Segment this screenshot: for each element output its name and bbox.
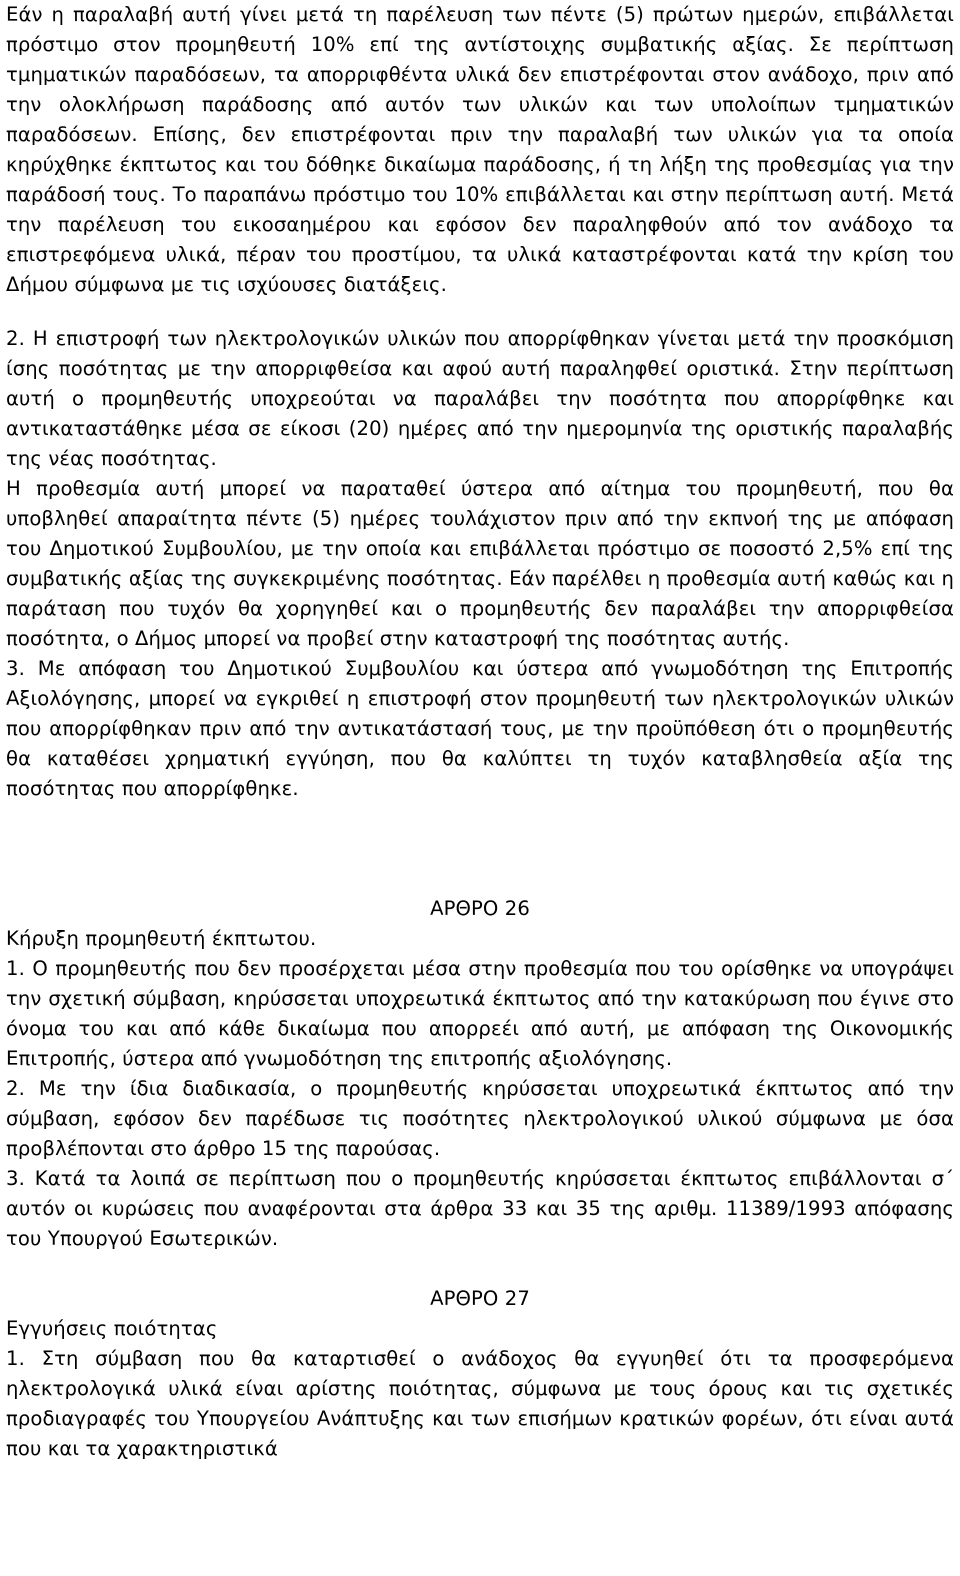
article-26-heading: ΑΡΘΡΟ 26 bbox=[430, 897, 530, 920]
article-26-item-2: 2. Με την ίδια διαδικασία, ο προμηθευτής κηρύσσεται υποχρεωτικά έκπτωτος από την σύμβαση, εφόσον δεν παρέδωσε τις ποσότητες ηλεκτρολογικού υλικού σύμφωνα με όσα προβλέπονται στο άρθρο 15 της παρούσας. bbox=[6, 1077, 954, 1160]
paragraph-top: Εάν η παραλαβή αυτή γίνει μετά τη παρέλευση των πέντε (5) πρώτων ημερών, επιβάλλεται πρόστιμο στον προμηθευτή 10% επί της αντίστοιχης συμβατικής αξίας. Σε περίπτωση τμηματικών παραδόσεων, τα απορριφθέντα υλικά δεν επιστρέφονται στον ανάδοχο, πριν από την ολοκλήρωση παράδοσης από αυτόν των υλικών και των υπολοίπων τμηματικών παραδόσεων. Επίσης, δεν επιστρέφονται πριν την παραλαβή των υλικών για τα οποία κηρύχθηκε έκπτωτος και του δόθηκε δικαίωμα παράδοσης, ή τη λήξη της προθεσμίας για την παράδοσή τους. Το παραπάνω πρόστιμο του 10% επιβάλλεται και στην περίπτωση αυτή. Μετά την παρέλευση του εικοσαημέρου και εφόσον δεν παραληφθούν από τον ανάδοχο τα επιστρεφόμενα υλικά, πέραν του προστίμου, τα υλικά καταστρέφονται κατά την κρίση του Δήμου σύμφωνα με τις ισχύουσες διατάξεις. bbox=[6, 3, 954, 296]
spacer bbox=[6, 1254, 954, 1284]
article-27-heading: ΑΡΘΡΟ 27 bbox=[430, 1287, 530, 1310]
article-26-title: Κήρυξη προμηθευτή έκπτωτου. bbox=[6, 927, 317, 950]
spacer bbox=[6, 300, 954, 324]
article-26-item-3: 3. Κατά τα λοιπά σε περίπτωση που ο προμηθευτής κηρύσσεται έκπτωτος επιβάλλονται σ΄ αυτόν οι κυρώσεις που αναφέρονται στα άρθρα 33 και 35 της αριθμ. 11389/1993 απόφασης του Υπουργού Εσωτερικών. bbox=[6, 1167, 954, 1250]
article-26-item-1: 1. Ο προμηθευτής που δεν προσέρχεται μέσα στην προθεσμία που του ορίσθηκε να υπογράψει την σχετική σύμβαση, κηρύσσεται υποχρεωτικά έκπτωτος από την κατακύρωση που έγινε στο όνομα του και από κάθε δικαίωμα που απορρεέι από αυτή, με απόφαση της Οικονομικής Επιτροπής, ύστερα από γνωμοδότηση της επιτροπής αξιολόγησης. bbox=[6, 957, 954, 1070]
paragraph-2: 2. Η επιστροφή των ηλεκτρολογικών υλικών που απορρίφθηκαν γίνεται μετά την προσκόμιση ίσης ποσότητας με την απορριφθείσα και αφού αυτή παραληφθεί οριστικά. Στην περίπτωση αυτή ο προμηθευτής υποχρεούται να παραλάβει την ποσότητα που απορρίφθηκε και αντικαταστάθηκε μέσα σε είκοσι (20) ημέρες από την ημερομηνία της οριστικής παραλαβής της νέας ποσότητας. bbox=[6, 327, 954, 470]
paragraph-3: 3. Με απόφαση του Δημοτικού Συμβουλίου και ύστερα από γνωμοδότηση της Επιτροπής Αξιολόγησης, μπορεί να εγκριθεί η επιστροφή στον προμηθευτή των ηλεκτρολογικών υλικών που απορρίφθηκαν πριν από την αντικατάστασή τους, με την προϋπόθεση ότι ο προμηθευτής θα καταθέσει χρηματική εγγύηση, που θα καλύπτει τη τυχόν καταβλησθεία αξία της ποσότητας που απορρίφθηκε. bbox=[6, 657, 954, 800]
article-27-item-1: 1. Στη σύμβαση που θα καταρτισθεί ο ανάδοχος θα εγγυηθεί ότι τα προσφερόμενα ηλεκτρολογικά υλικά είναι αρίστης ποιότητας, σύμφωνα με τους όρους και τις σχετικές προδιαγραφές του Υπουργείου Ανάπτυξης και των επισήμων κρατικών φορέων, ότι είναι αυτά που και τα χαρακτηριστικά bbox=[6, 1347, 954, 1460]
article-27-title: Εγγυήσεις ποιότητας bbox=[6, 1317, 218, 1340]
spacer bbox=[6, 804, 954, 894]
paragraph-2b: Η προθεσμία αυτή μπορεί να παραταθεί ύστερα από αίτημα του προμηθευτή, που θα υποβληθεί απαραίτητα πέντε (5) ημέρες τουλάχιστον πριν από την εκπνοή της με απόφαση του Δημοτικού Συμβουλίου, με την οποία και επιβάλλεται πρόστιμο σε ποσοστό 2,5% επί της συμβατικής αξίας της συγκεκριμένης ποσότητας. Εάν παρέλθει η προθεσμία αυτή καθώς και η παράταση που τυχόν θα χορηγηθεί και ο προμηθευτής δεν παραλάβει την απορριφθείσα ποσότητα, ο Δήμος μπορεί να προβεί στην καταστροφή της ποσότητας αυτής. bbox=[6, 477, 954, 650]
document-page bbox=[6, 0, 954, 1464]
